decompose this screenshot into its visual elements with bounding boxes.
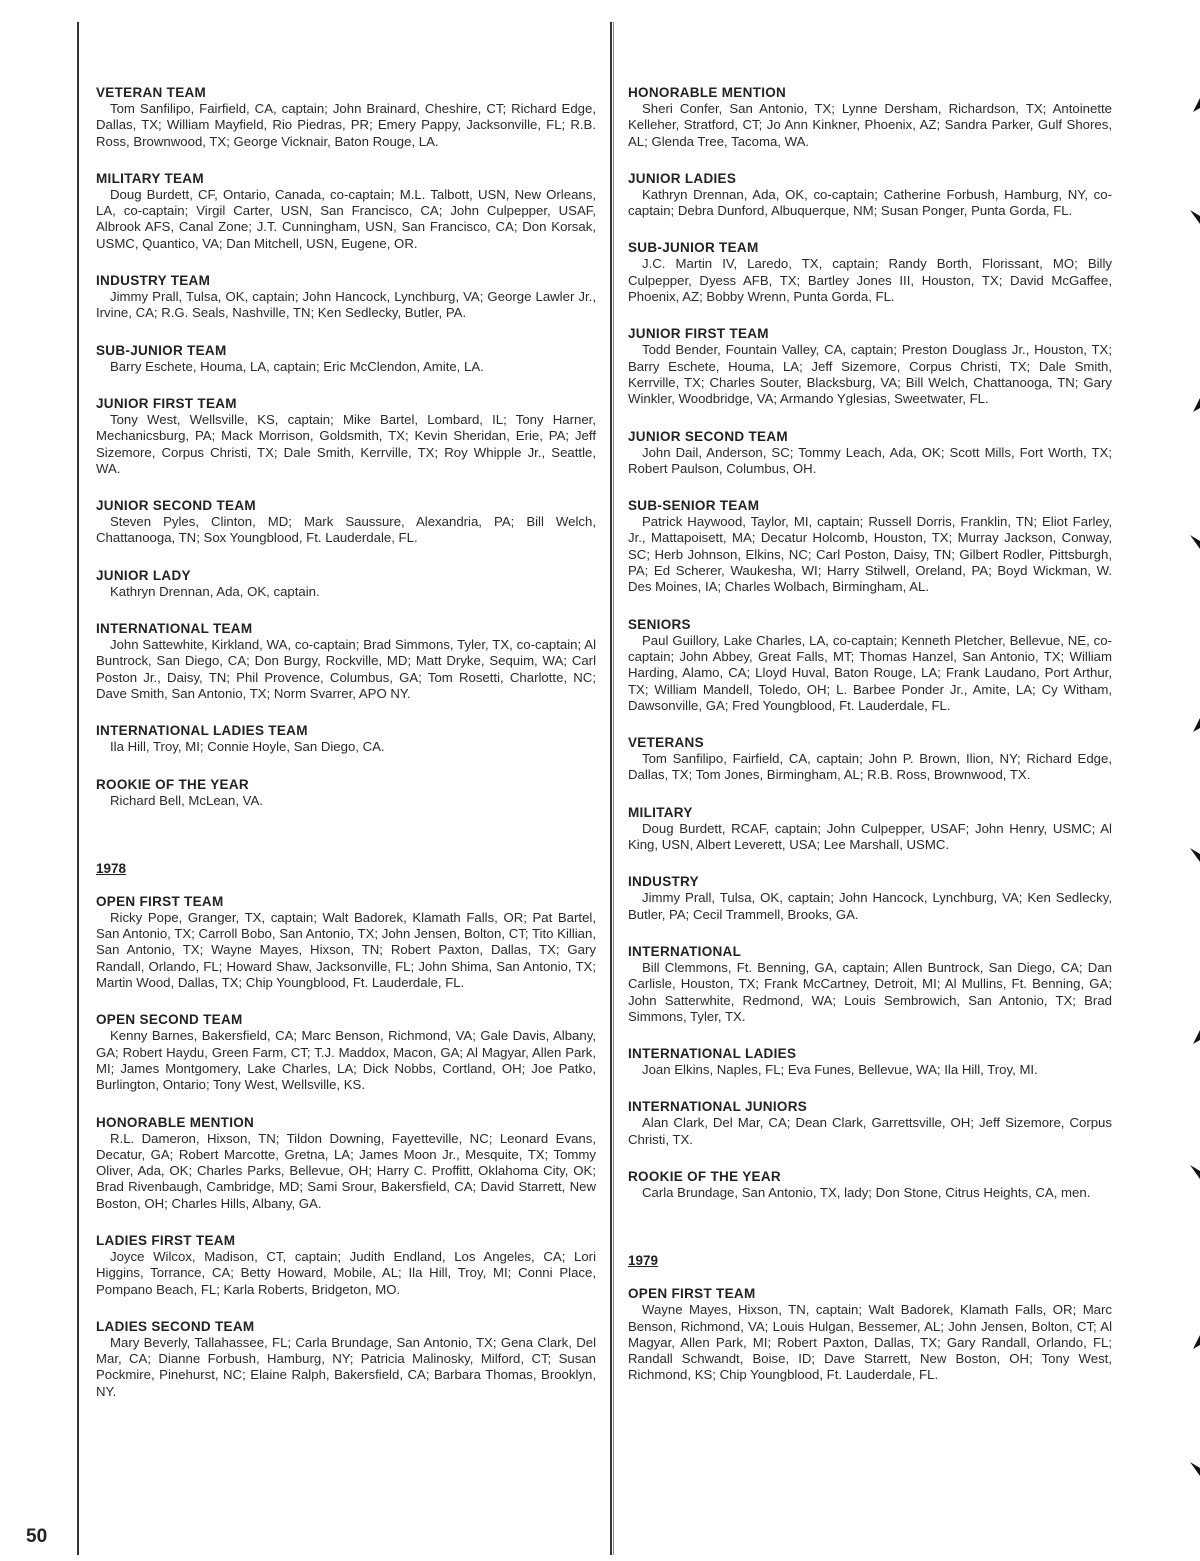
section-text: Alan Clark, Del Mar, CA; Dean Clark, Garrettsville, OH; Jeff Sizemore, Corpus Christi, TX. [628,1115,1112,1147]
section-text: Patrick Haywood, Taylor, MI, captain; Russell Dorris, Franklin, TN; Eliot Farley, Jr., Mattapoisett, MA; Decatur Holcomb, Houston, TX; Murray Jackson, Conway, SC; Herb Johnson, Elkins, NC; Carl Poston, Daisy, TN; Gilbert Rodler, Pittsburgh, PA; Ed Scherer, Waukesha, WI; Harry Stilwell, Oreland, PA; Boyd Wickman, W. Des Moines, IA; Charles Wolbach, Birmingham, AL. [628,514,1112,595]
section-open-first-team [96,894,596,991]
section-text: Carla Brundage, San Antonio, TX, lady; Don Stone, Citrus Heights, CA, men. [642,1184,1091,1200]
section-heading: OPEN SECOND TEAM [96,1012,243,1028]
section-veteran-team [96,85,596,150]
section-military [628,805,1112,854]
section-text: Jimmy Prall, Tulsa, OK, captain; John Hancock, Lynchburg, VA; Ken Sedlecky, Butler, PA; Cecil Trammell, Brooks, GA. [628,890,1112,922]
section-heading: JUNIOR LADIES [628,170,737,186]
section-heading: LADIES SECOND TEAM [96,1318,255,1334]
section-junior-first-team [628,326,1112,407]
section-heading: MILITARY [628,804,693,820]
section-heading: LADIES FIRST TEAM [96,1232,236,1248]
section-international-ladies-team [96,723,596,755]
section-text: Sheri Confer, San Antonio, TX; Lynne Dersham, Richardson, TX; Antoinette Kelleher, Stratford, CT; Jo Ann Kinkner, Phoenix, AZ; Sandra Parker, Gulf Shores, AL; Glenda Tree, Tacoma, WA. [628,101,1112,149]
edge-mark-icon [1190,848,1200,862]
section-text: Todd Bender, Fountain Valley, CA, captain; Preston Douglass Jr., Houston, TX; Barry Eschete, Houma, LA; Jeff Sizemore, Corpus Christi, TX; Dale Smith, Kerrville, TX; Charles Souter, Blacksburg, VA; Bill Welch, Chattanooga, TN; Gary Winkler, Woodbridge, VA; Armando Yglesias, Sweetwater, FL. [628,342,1112,407]
year-heading-1979: 1979 [628,1253,659,1269]
section-text: Mary Beverly, Tallahassee, FL; Carla Brundage, San Antonio, TX; Gena Clark, Del Mar, CA; Dianne Forbush, Hamburg, NY; Patricia Malinosky, Milford, CT; Susan Pockmire, Pinehurst, NC; Elaine Ralph, Bakersfield, CA; Barbara Thomas, Brooklyn, NY. [96,1334,596,1399]
section-text: Joyce Wilcox, Madison, CT, captain; Judith Endland, Los Angeles, CA; Lori Higgins, Torrance, CA; Betty Howard, Mobile, AL; Ila Hill, Troy, MI; Conni Place, Pompano Beach, FL; Karla Roberts, Bridgeton, MO. [96,1248,596,1297]
section-heading: OPEN FIRST TEAM [96,893,224,909]
section-open-first-team [628,1286,1112,1383]
section-junior-first-team [96,396,596,477]
section-text: Barry Eschete, Houma, LA, captain; Eric McClendon, Amite, LA. [110,358,484,374]
section-text: Richard Bell, McLean, VA. [110,792,263,808]
left-margin-rule [77,22,79,1555]
section-international-ladies [628,1046,1112,1078]
section-text: Joan Elkins, Naples, FL; Eva Funes, Bellevue, WA; Ila Hill, Troy, MI. [642,1062,1038,1078]
section-open-second-team [96,1012,596,1093]
page-number: 50 [26,1526,48,1547]
right-column [628,85,1112,1405]
section-heading: INTERNATIONAL LADIES [628,1046,797,1062]
section-text: Kenny Barnes, Bakersfield, CA; Marc Benson, Richmond, VA; Gale Davis, Albany, GA; Robert Haydu, Green Farm, CT; T.J. Maddox, Macon, GA; Al Magyar, Allen Park, MI; James Montgomery, Lake Charles, LA; Dick Nobbs, Cortland, OH; Joe Patko, Burlington, Ontario; Tony West, Wellsville, KS. [96,1028,596,1093]
section-heading: SUB-JUNIOR TEAM [96,342,227,358]
edge-mark-icon [1190,398,1200,412]
section-text: Tony West, Wellsville, KS, captain; Mike Bartel, Lombard, IL; Tony Harner, Mechanicsburg, PA; Mack Morrison, Goldsmith, TX; Kevin Sheridan, Erie, PA; Jeff Sizemore, Corpus Christi, TX; Dale Smith, Kerrville, TX; Roy Whipple Jr., Seattle, WA. [96,411,596,476]
section-rookie-of-the-year [628,1169,1112,1201]
section-international-team [96,621,596,702]
section-heading: INTERNATIONAL LADIES TEAM [96,723,308,739]
edge-mark-icon [1190,1462,1200,1476]
section-junior-second-team [96,498,596,547]
section-heading: ROOKIE OF THE YEAR [628,1168,781,1184]
section-heading: SENIORS [628,616,691,632]
section-industry [628,874,1112,923]
section-rookie-of-the-year [96,777,596,809]
section-industry-team [96,273,596,322]
section-heading: JUNIOR LADY [96,567,191,583]
column-divider-rule-inner [613,22,614,1555]
section-text: J.C. Martin IV, Laredo, TX, captain; Randy Borth, Florissant, MO; Billy Culpepper, Dyess AFB, TX; Bartley Jones III, Houston, TX; David McGaffee, Phoenix, AZ; Bobby Wrenn, Punta Gorda, FL. [628,256,1112,305]
section-ladies-first-team [96,1233,596,1298]
section-text: Doug Burdett, CF, Ontario, Canada, co-captain; M.L. Talbott, USN, New Orleans, LA, co-captain; Virgil Carter, USN, San Francisco, CA; John Culpepper, USAF, Albrook AFS, Canal Zone; J.T. Cunningham, USN, San Francisco, CA; Don Korsak, USMC, Quantico, VA; Dan Mitchell, USN, Eugene, OR. [96,186,596,251]
section-text: Wayne Mayes, Hixson, TN, captain; Walt Badorek, Klamath Falls, OR; Marc Benson, Richmond, VA; Louis Hulgan, Bessemer, AL; John Jensen, Bolton, CT; Al Magyar, Allen Park, MI; Robert Paxton, Dallas, TX; Gary Randall, Orlando, FL; Randall Schwandt, Boise, ID; Dave Starrett, New Boston, OH; Tony West, Richmond, KS; Chip Youngblood, Ft. Lauderdale, FL. [628,1302,1112,1383]
section-text: Paul Guillory, Lake Charles, LA, co-captain; Kenneth Pletcher, Bellevue, NE, co-captain; John Abbey, Great Falls, MT; Thomas Hanzel, San Antonio, TX; William Harding, Alamo, CA; Lloyd Huval, Baton Rouge, LA; Frank Laudano, Port Arthur, TX; William Mandell, Toledo, OH; L. Barbee Ponder Jr., Amite, LA; Cy Witham, Dawsonville, GA; Fred Youngblood, Ft. Lauderdale, FL. [628,632,1112,713]
year-heading-1978: 1978 [96,860,127,876]
section-international-juniors [628,1099,1112,1148]
section-text: Kathryn Drennan, Ada, OK, captain. [110,583,320,599]
section-text: John Dail, Anderson, SC; Tommy Leach, Ada, OK; Scott Mills, Fort Worth, TX; Robert Paulson, Columbus, OH. [628,444,1112,476]
section-heading: OPEN FIRST TEAM [628,1286,756,1302]
left-column [96,85,596,1421]
section-text: Ricky Pope, Granger, TX, captain; Walt Badorek, Klamath Falls, OR; Pat Bartel, San Antonio, TX; Carroll Bobo, San Antonio, TX; John Jensen, Bolton, CT; Tito Killian, San Antonio, TX; Wayne Mayes, Hixson, TN; Robert Paxton, Dallas, TX; Gary Randall, Orlando, FL; Howard Shaw, Jacksonville, FL; John Shima, San Antonio, TX; Martin Wood, Dallas, TX; Chip Youngblood, Ft. Lauderdale, FL. [96,909,596,991]
section-text: Kathryn Drennan, Ada, OK, co-captain; Catherine Forbush, Hamburg, NY, co-captain; Debra Dunford, Albuquerque, NM; Susan Ponger, Punta Gorda, FL. [628,186,1112,219]
edge-mark-icon [1190,535,1200,549]
section-heading: INTERNATIONAL JUNIORS [628,1099,808,1115]
section-sub-junior-team [628,240,1112,305]
section-veterans [628,735,1112,784]
section-heading: MILITARY TEAM [96,170,204,186]
section-heading: VETERANS [628,735,704,751]
edge-mark-icon [1190,1165,1200,1179]
section-heading: SUB-JUNIOR TEAM [628,240,759,256]
section-heading: HONORABLE MENTION [628,85,787,100]
section-text: Tom Sanfilipo, Fairfield, CA, captain; John P. Brown, Ilion, NY; Richard Edge, Dallas, TX; Tom Jones, Birmingham, AL; R.B. Ross, Brownwood, TX. [628,751,1112,783]
section-text: Bill Clemmons, Ft. Benning, GA, captain; Allen Buntrock, San Diego, CA; Dan Carlisle, Houston, TX; Frank McCartney, Detroit, MI; Al Mullins, Ft. Benning, GA; John Satterwhite, Redmond, WA; Louis Sembrowich, San Antonio, TX; Brad Simmons, Tyler, TX. [628,959,1112,1024]
section-text: Ila Hill, Troy, MI; Connie Hoyle, San Diego, CA. [110,739,385,755]
section-heading: ROOKIE OF THE YEAR [96,776,249,792]
section-text: Steven Pyles, Clinton, MD; Mark Saussure, Alexandria, PA; Bill Welch, Chattanooga, TN; Sox Youngblood, Ft. Lauderdale, FL. [96,514,596,546]
section-heading: JUNIOR SECOND TEAM [628,428,788,444]
section-sub-junior-team [96,343,596,375]
edge-mark-icon [1190,1030,1200,1044]
edge-mark-icon [1190,98,1200,112]
section-international [628,944,1112,1025]
section-heading: SUB-SENIOR TEAM [628,498,760,514]
edge-mark-icon [1190,1335,1200,1349]
section-junior-second-team [628,429,1112,478]
section-ladies-second-team [96,1319,596,1400]
section-military-team [96,171,596,252]
edge-mark-icon [1190,210,1200,224]
section-heading: INTERNATIONAL [628,943,742,959]
section-sub-senior-team [628,498,1112,595]
section-heading: JUNIOR SECOND TEAM [96,498,256,514]
section-heading: INDUSTRY TEAM [96,273,211,289]
section-heading: INDUSTRY [628,874,699,890]
section-junior-lady [96,568,596,600]
section-honorable-mention [628,85,1112,150]
section-heading: HONORABLE MENTION [96,1114,255,1130]
edge-mark-icon [1190,718,1200,732]
section-heading: JUNIOR FIRST TEAM [628,326,769,342]
section-heading: JUNIOR FIRST TEAM [96,395,237,411]
section-text: Tom Sanfilipo, Fairfield, CA, captain; John Brainard, Cheshire, CT; Richard Edge, Dallas, TX; William Mayfield, Rio Piedras, PR; Emery Pappy, Jacksonville, FL; R.B. Ross, Brownwood, TX; George Vicknair, Baton Rouge, LA. [96,101,596,149]
column-divider-rule [610,22,612,1555]
section-junior-ladies [628,171,1112,220]
section-heading: INTERNATIONAL TEAM [96,621,253,637]
section-honorable-mention [96,1115,596,1212]
section-seniors [628,617,1112,714]
section-text: R.L. Dameron, Hixson, TN; Tildon Downing, Fayetteville, NC; Leonard Evans, Decatur, GA; Robert Marcotte, Gretna, LA; James Moon Jr., Mesquite, TX; Tommy Oliver, Ada, OK; Charles Parks, Bellevue, OH; Harry C. Proffitt, Oklahoma City, OK; Brad Rivenbaugh, Cambridge, MD; Sami Srour, Bakersfield, CA; David Starrett, New Boston, OH; Charles Hills, Albany, GA. [96,1130,596,1211]
section-text: Jimmy Prall, Tulsa, OK, captain; John Hancock, Lynchburg, VA; George Lawler Jr., Irvine, CA; R.G. Seals, Nashville, TN; Ken Sedlecky, Butler, PA. [96,289,596,321]
section-text: John Sattewhite, Kirkland, WA, co-captain; Brad Simmons, Tyler, TX, co-captain; Al Buntrock, San Diego, CA; Don Burgy, Rockville, MD; Matt Dryke, Sequim, WA; Carl Poston Jr., Daisy, TN; Phil Provence, Columbus, GA; Tom Rosetti, Charlotte, NC; Dave Smith, San Antonio, TX; Norm Svarrer, APO NY. [96,637,596,701]
section-heading: VETERAN TEAM [96,85,207,100]
section-text: Doug Burdett, RCAF, captain; John Culpepper, USAF; John Henry, USMC; Al King, USN, Albert Leverett, USA; Lee Marshall, USMC. [628,820,1112,853]
